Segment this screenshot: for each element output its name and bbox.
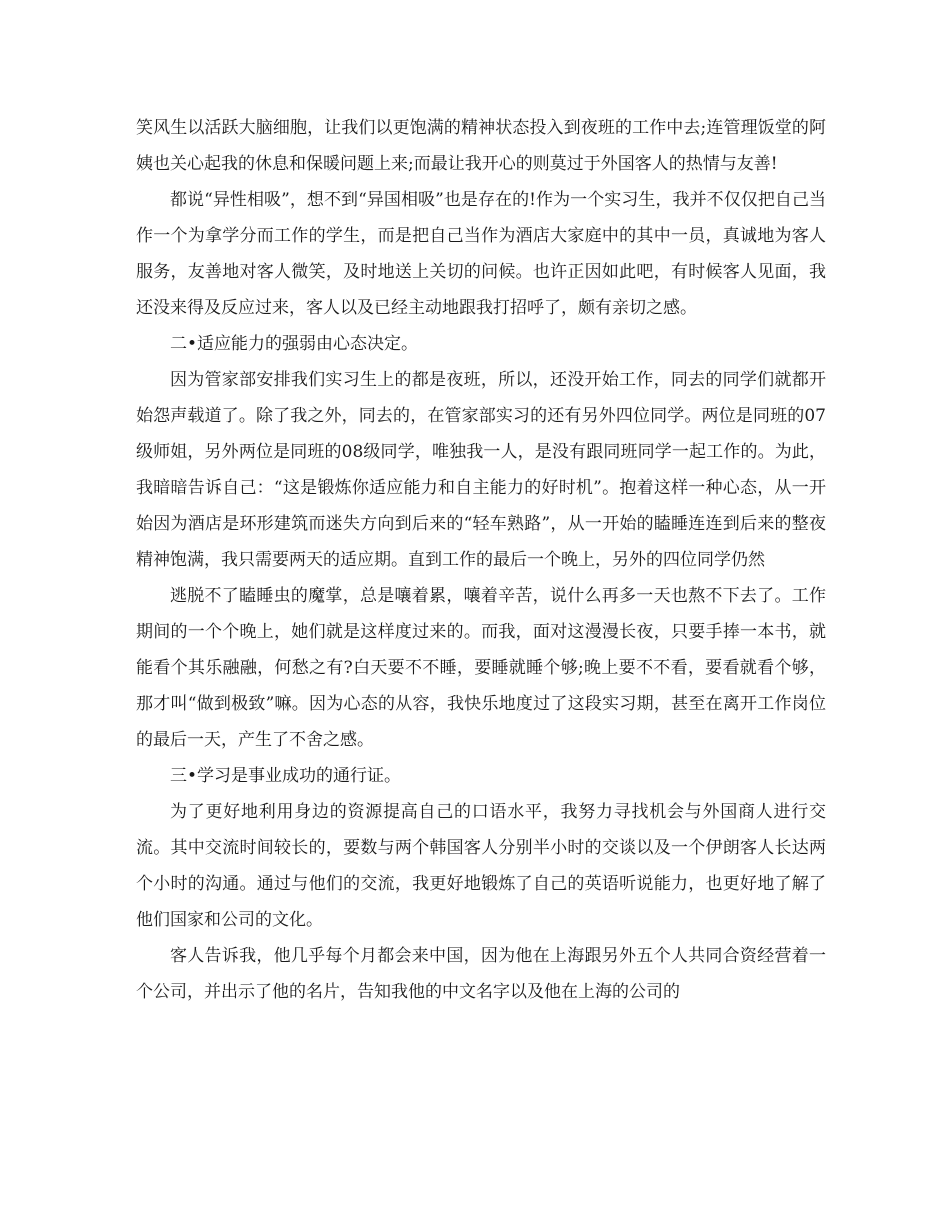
paragraph-6: 客人告诉我，他几乎每个月都会来中国，因为他在上海跟另外五个人共同合资经营着一个公司，并出示了他的名片，告知我他的中文名字以及他在上海的公司的 <box>136 946 826 1002</box>
paragraph-3: 因为管家部安排我们实习生上的都是夜班，所以，还没开始工作，同去的同学们就都开始怨声载道了。除了我之外，同去的，在管家部实习的还有另外四位同学。两位是同班的07级师姐，另外两位是同班的08级同学，唯独我一人，是没有跟同班同学一起工作的。为此，我暗暗告诉自己：“这是锻炼你适应能力和自主能力的好时机”。抱着这样一种心态，从一开始因为酒店是环形建筑而迷失方向到后来的“轻车熟路”，从一开始的瞌睡连连到后来的整夜精神饱满，我只需要两天的适应期。直到工作的最后一个晚上，另外的四位同学仍然 <box>136 370 826 570</box>
paragraph-2: 都说“异性相吸”，想不到“异国相吸”也是存在的!作为一个实习生，我并不仅仅把自己当作一个为拿学分而工作的学生，而是把自己当作为酒店大家庭中的其中一员，真诚地为客人服务，友善地对客人微笑，及时地送上关切的问候。也许正因如此吧，有时候客人见面，我还没来得及反应过来，客人以及已经主动地跟我打招呼了，颇有亲切之感。 <box>136 190 826 318</box>
paragraph-4: 逃脱不了瞌睡虫的魔掌，总是嚷着累，嚷着辛苦，说什么再多一天也熬不下去了。工作期间的一个个晚上，她们就是这样度过来的。而我，面对这漫漫长夜，只要手捧一本书，就能看个其乐融融，何愁之有?白天要不不睡，要睡就睡个够;晚上要不不看，要看就看个够，那才叫“做到极致”嘛。因为心态的从容，我快乐地度过了这段实习期，甚至在离开工作岗位的最后一天，产生了不舍之感。 <box>136 586 826 750</box>
paragraph-5: 为了更好地利用身边的资源提高自己的口语水平，我努力寻找机会与外国商人进行交流。其中交流时间较长的，要数与两个韩国客人分别半小时的交谈以及一个伊朗客人长达两个小时的沟通。通过与他们的交流，我更好地锻炼了自己的英语听说能力，也更好地了解了他们国家和公司的文化。 <box>136 802 826 930</box>
section-heading-3: 三•学习是事业成功的通行证。 <box>170 766 402 786</box>
paragraph-1: 笑风生以活跃大脑细胞，让我们以更饱满的精神状态投入到夜班的工作中去;连管理饭堂的阿姨也关心起我的休息和保暖问题上来;而最让我开心的则莫过于外国客人的热情与友善! <box>136 118 826 174</box>
section-heading-2: 二•适应能力的强弱由心态决定。 <box>170 334 419 354</box>
document-body <box>136 110 826 1010</box>
